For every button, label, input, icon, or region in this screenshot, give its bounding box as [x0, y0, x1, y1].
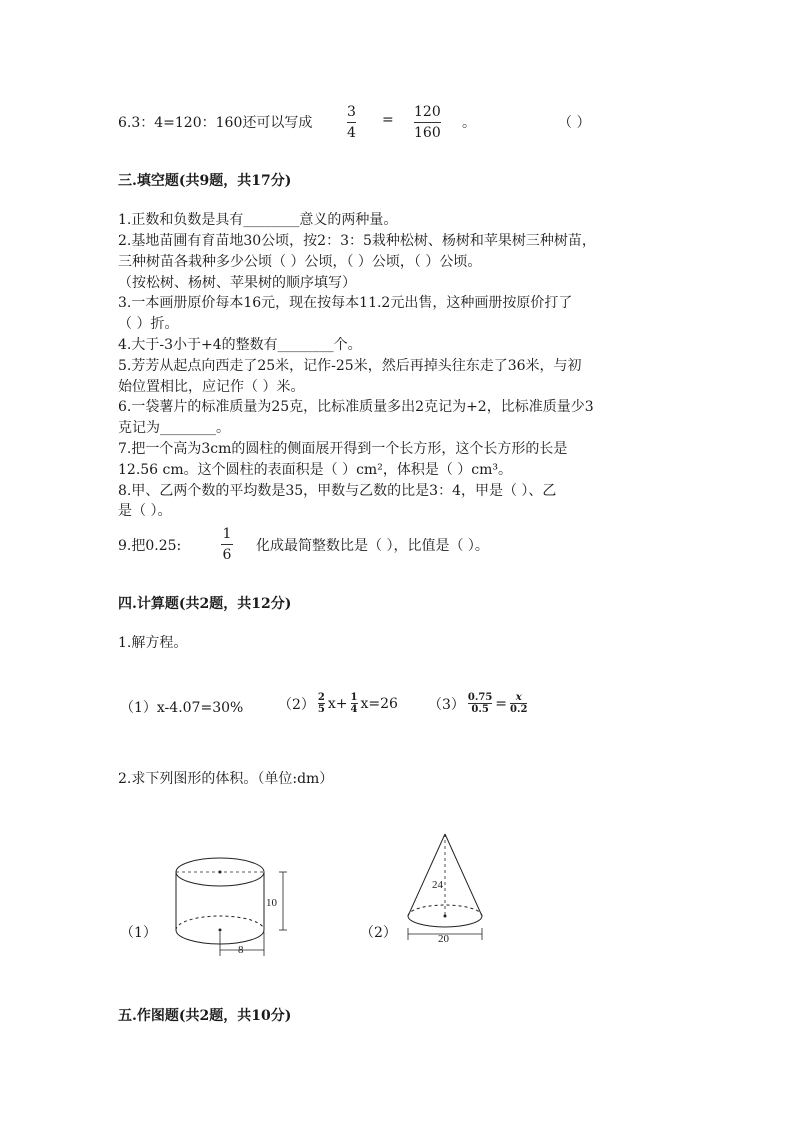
equals-sign: =: [382, 112, 394, 128]
section-heading-drawing: 五.作图题(共2题，共10分): [118, 1008, 292, 1024]
fraction-numerator: 3: [347, 104, 356, 120]
q2-title: 2.求下列图形的体积。（单位:dm）: [118, 771, 334, 787]
eq2-end: x=26: [360, 695, 398, 712]
q1-title: 1.解方程。: [118, 635, 188, 651]
fill-line: （ ）折。: [118, 316, 179, 332]
fill-line: 5.芳芳从起点向西走了25米，记作-25米，然后再掉头往东走了36米，与初: [118, 358, 582, 374]
cylinder-radius-label: 8: [238, 944, 244, 956]
answer-parentheses[interactable]: （ ）: [558, 115, 591, 131]
section-heading-fill-blank: 三.填空题(共9题，共17分): [118, 173, 292, 189]
eq2-mid: x+: [327, 695, 348, 712]
equation-3: [428, 692, 527, 715]
fill-line: 克记为________。: [118, 420, 230, 436]
fraction-numerator: 120: [414, 104, 441, 120]
cone-height-label: 24: [432, 879, 443, 891]
fill-line: 8.甲、乙两个数的平均数是35，甲数与乙数的比是3：4，甲是（ ）、乙: [118, 483, 557, 499]
fill-line: 1.正数和负数是具有________意义的两种量。: [118, 212, 398, 228]
eq3-prefix: （3）: [428, 696, 465, 713]
fraction-denominator: 6: [222, 547, 232, 563]
q9-prefix: 9.把0.25:: [118, 538, 182, 554]
fill-line: 4.大于-3小于+4的整数有________个。: [118, 337, 362, 353]
fraction-0.75-0.5: 0.75 0.5: [467, 692, 493, 715]
figure-2-label: （2）: [360, 925, 397, 941]
cylinder-height-label: 10: [266, 897, 277, 909]
period: 。: [462, 115, 476, 131]
fill-line: 6.一袋薯片的标准质量为25克，比标准质量多出2克记为+2，比标准质量少3: [118, 399, 594, 415]
fill-line: （按松树、杨树、苹果树的顺序填写）: [118, 275, 356, 291]
fraction-denominator: 4: [347, 125, 356, 141]
fill-line: 3.一本画册原价每本16元，现在按每本11.2元出售，这种画册按原价打了: [118, 295, 573, 311]
fill-line: 2.基地苗圃有育苗地30公顷，按2：3：5栽种松树、杨树和苹果树三种树苗，: [118, 233, 596, 249]
fill-line: 是（ ）。: [118, 503, 172, 519]
cone-figure: [400, 830, 500, 950]
q9-suffix: 化成最简整数比是（ ），比值是（ ）。: [256, 538, 489, 554]
fraction-1-6: [221, 526, 233, 563]
fraction-numerator: 1: [222, 526, 232, 542]
fill-line: 7.把一个高为3cm的圆柱的侧面展开得到一个长方形，这个长方形的长是: [118, 441, 568, 457]
equation-1: （1）x-4.07=30%: [120, 700, 244, 716]
cylinder-figure: [165, 850, 295, 960]
section-heading-calculation: 四.计算题(共2题，共12分): [118, 596, 292, 612]
judge-q6-text: 6.3：4=120：160还可以写成: [118, 115, 313, 131]
figure-1-label: （1）: [120, 925, 157, 941]
fraction-120-160: [414, 104, 441, 141]
cone-diameter-label: 20: [438, 933, 449, 945]
fraction-1-4: 1 4: [350, 692, 358, 715]
fill-line: 始位置相比，应记作（ ）米。: [118, 379, 305, 395]
fraction-2-5: 2 5: [317, 692, 325, 715]
eq2-prefix: （2）: [278, 696, 315, 713]
fraction-denominator: 160: [414, 125, 441, 141]
fill-line: 12.56 cm。这个圆柱的表面积是（ ）cm²，体积是（ ）cm³。: [118, 462, 513, 478]
fraction-x-0.2: x 0.2: [510, 692, 528, 715]
eq3-equals: =: [495, 695, 508, 712]
fraction-3-4: [347, 104, 356, 141]
equation-2: [278, 692, 398, 715]
fill-line: 三种树苗各栽种多少公顷（ ）公顷，（ ）公顷，（ ）公顷。: [118, 254, 482, 270]
